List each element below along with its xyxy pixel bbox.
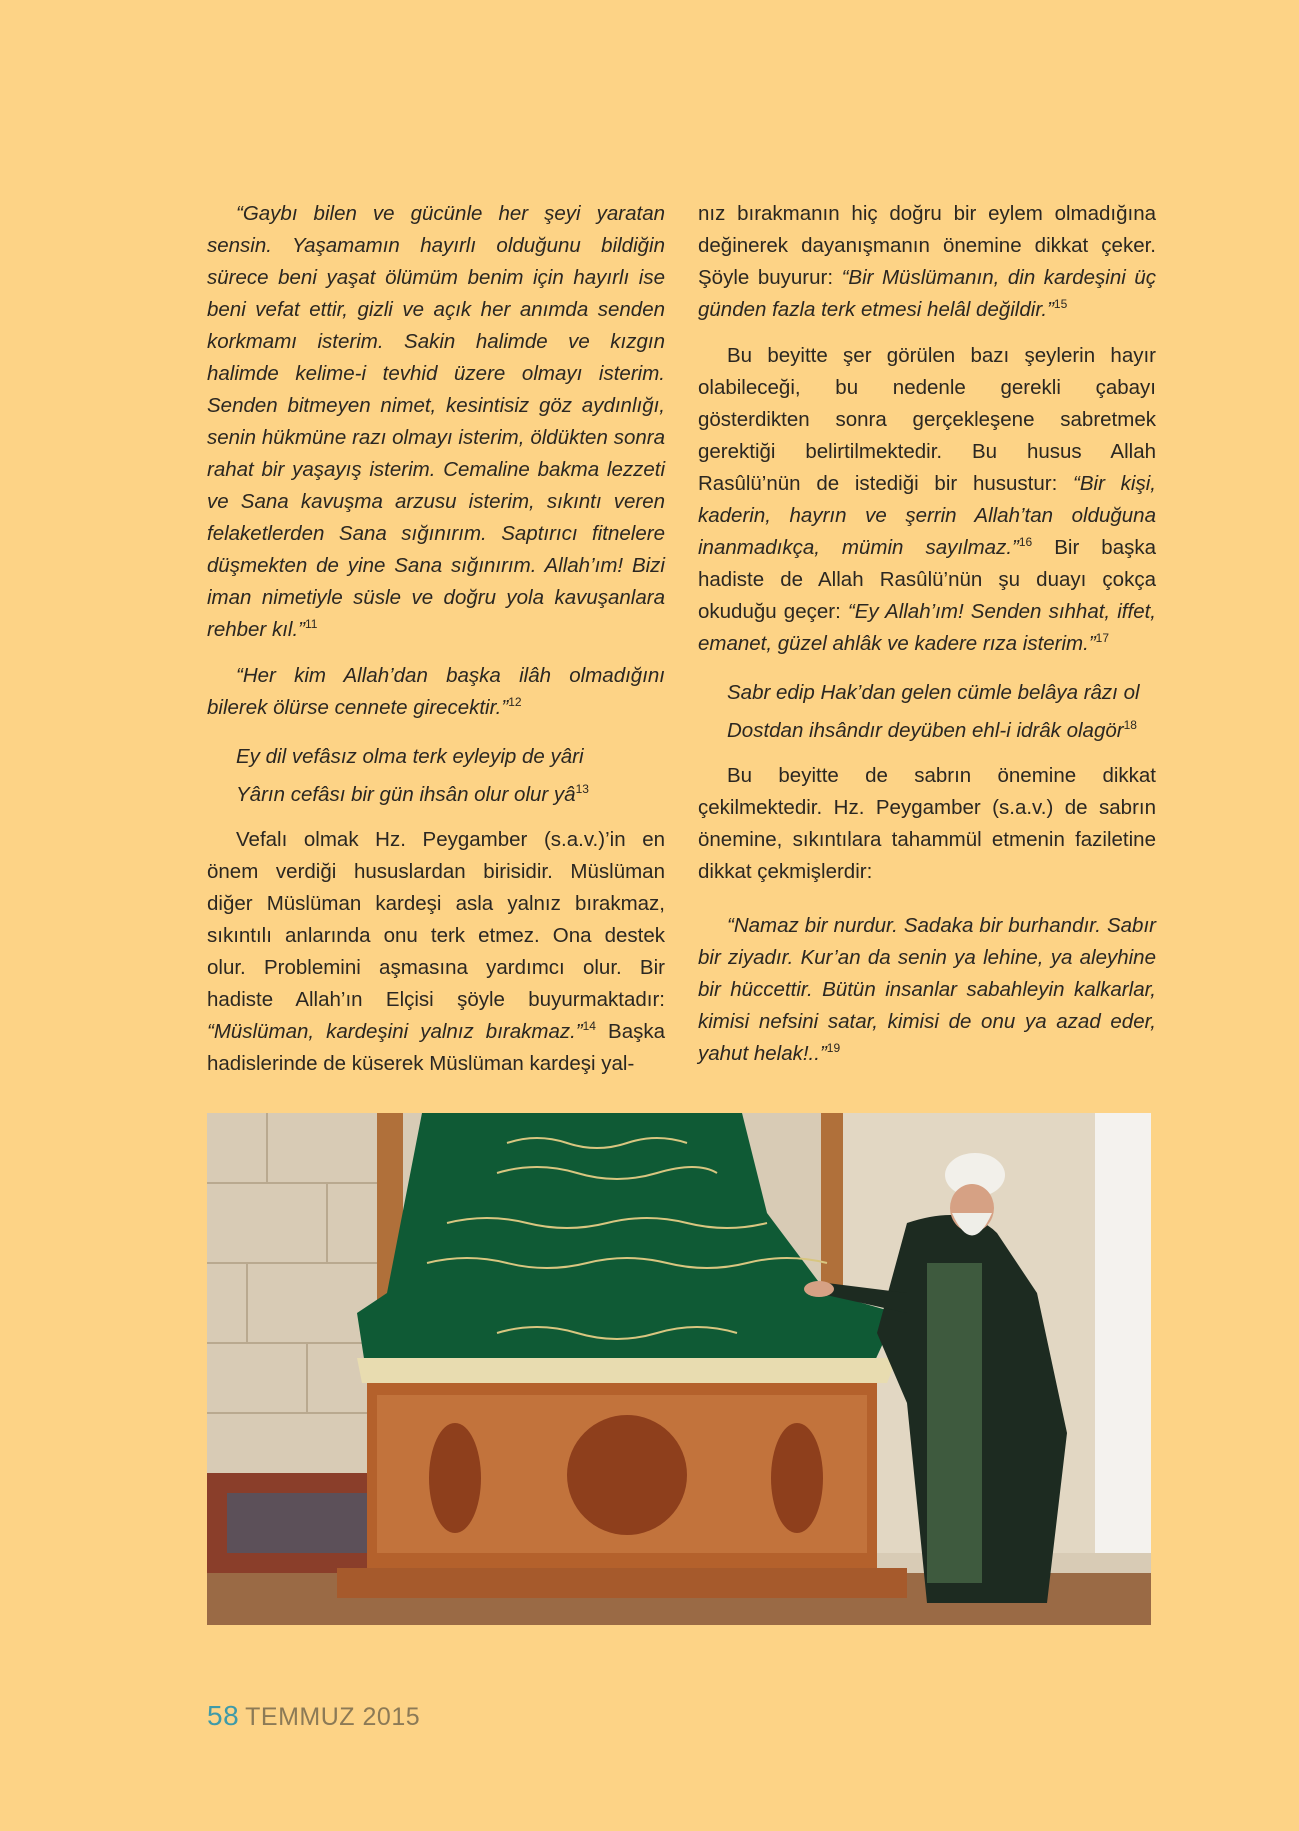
footnote-ref: 13 — [575, 782, 589, 797]
hand — [804, 1281, 834, 1297]
tomb-photo-illustration — [207, 1113, 1151, 1625]
green-robe — [927, 1263, 982, 1583]
footnote-ref: 16 — [1018, 535, 1033, 550]
hadith-quote-text: “Her kim Allah’dan başka ilâh olmadığını bilerek ölürse cennete girecektir.” — [207, 664, 665, 719]
prayer-quote — [207, 198, 665, 646]
right-column — [698, 198, 1156, 1084]
left-column — [207, 198, 665, 1094]
footnote-ref: 18 — [1123, 718, 1137, 733]
cloth-fringe — [357, 1358, 897, 1383]
carving-right — [771, 1423, 823, 1533]
verse-line: Sabr edip Hak’dan gelen cümle belâya râzı ol — [727, 681, 1140, 704]
body-paragraph — [698, 198, 1156, 326]
body-text: nız bırakmanın hiç doğru bir eylem olmadığına değinerek dayanışmanın önemine dikkat çeker. Şöyle buyurur: — [698, 202, 1156, 289]
body-text: Bir başka hadiste de Allah Rasûlü’nün şu duayı çokça okuduğu geçer: — [698, 536, 1156, 623]
hadith-quote — [207, 660, 665, 724]
verse-line — [236, 776, 665, 814]
verse-block — [698, 674, 1156, 750]
page-footer — [207, 1700, 420, 1732]
footnote-ref: 17 — [1095, 631, 1110, 646]
issue-date: TEMMUZ 2015 — [245, 1703, 421, 1731]
inline-quote: “Bir Müslümanın, din kardeşini üç günden fazla terk etmesi helâl değildir.” — [698, 266, 1156, 321]
footnote-ref: 14 — [582, 1019, 596, 1034]
body-text: Başka hadislerinde de küserek Müslüman kardeşi yal- — [207, 1020, 665, 1075]
hadith-quote — [698, 910, 1156, 1070]
verse-line — [727, 712, 1156, 750]
verse-line-text: Dostdan ihsândır deyüben ehl-i idrâk olagör — [727, 719, 1124, 742]
body-paragraph — [698, 340, 1156, 660]
verse-line: Ey dil vefâsız olma terk eyleyip de yâri — [236, 745, 584, 768]
white-pillar — [1095, 1113, 1151, 1553]
body-paragraph: Bu beyitte de sabrın önemine dikkat çekilmektedir. Hz. Peygamber (s.a.v.) de sabrın önemine, sıkıntılara tahammül etmenin faziletine dikkat çekmişlerdir: — [698, 764, 1156, 883]
hadith-quote-text: “Namaz bir nurdur. Sadaka bir burhandır. Sabır bir ziyadır. Kur’an da senin ya lehine, ya aleyhine bir hüccettir. Bütün insanlar sabahleyin kalkarlar, kimisi nefsini satar, kimisi de onu ya azad eder, yahut helak!..” — [698, 914, 1156, 1065]
carving-center — [567, 1415, 687, 1535]
verse-line-text: Yârın cefâsı bir gün ihsân olur olur yâ — [236, 783, 576, 806]
body-text: Vefalı olmak Hz. Peygamber (s.a.v.)’in en önem verdiği hususlardan birisidir. Müslüman diğer Müslüman kardeşi asla yalnız bırakmaz, sıkıntılı anlarında onu terk etmez. Ona destek olur. Problemini aşmasına yardımcı olur. Bir hadiste Allah’ın Elçisi şöyle buyurmaktadır: — [207, 828, 665, 1011]
tomb-photo — [207, 1113, 1151, 1625]
inline-quote: “Bir kişi, kaderin, hayrın ve şerrin Allah’tan olduğuna inanmadıkça, mümin sayılmaz.” — [698, 472, 1156, 559]
footnote-ref: 12 — [508, 695, 522, 710]
sarcophagus-base — [337, 1568, 907, 1598]
inline-quote: “Müslüman, kardeşini yalnız bırakmaz.” — [207, 1020, 583, 1043]
body-text: Bu beyitte şer görülen bazı şeylerin hayır olabileceği, bu nedenle gerekli çabayı gösterdikten sonra gerçekleşene sabretmek gerektiği belirtilmektedir. Bu husus Allah Rasûlü’nün de istediği bir husustur: — [698, 344, 1156, 495]
page-number: 58 — [207, 1700, 240, 1731]
inline-quote: “Ey Allah’ım! Senden sıhhat, iffet, emanet, güzel ahlâk ve kadere rıza isterim.” — [698, 600, 1156, 655]
verse-block — [207, 738, 665, 814]
footnote-ref: 19 — [826, 1041, 841, 1056]
body-paragraph — [207, 824, 665, 1080]
carving-left — [429, 1423, 481, 1533]
footnote-ref: 15 — [1053, 297, 1068, 312]
prayer-quote-text: “Gaybı bilen ve gücünle her şeyi yaratan sensin. Yaşamamın hayırlı olduğunu bildiğin sürece beni yaşat ölümüm benim için hayırlı ise beni vefat ettir, gizli ve açık her anımda senden korkmamı isterim. Sakin halimde ve kızgın halimde kelime-i tevhid üzere olmayı isterim. Senden bitmeyen nimet, kesintisiz göz aydınlığı, senin hükmüne razı olmayı isterim, öldükten sonra rahat bir yaşayış isterim. Cemaline bakma lezzeti ve Sana kavuşma arzusu isterim, sıkıntı veren felaketlerden Sana sığınırım. Saptırıcı fitnelere düşmekten de yine Sana sığınırım. Allah’ım! Bizi iman nimetiyle süsle ve doğru yola kavuşanlara rehber kıl.” — [207, 202, 665, 641]
footnote-ref: 11 — [304, 617, 318, 632]
